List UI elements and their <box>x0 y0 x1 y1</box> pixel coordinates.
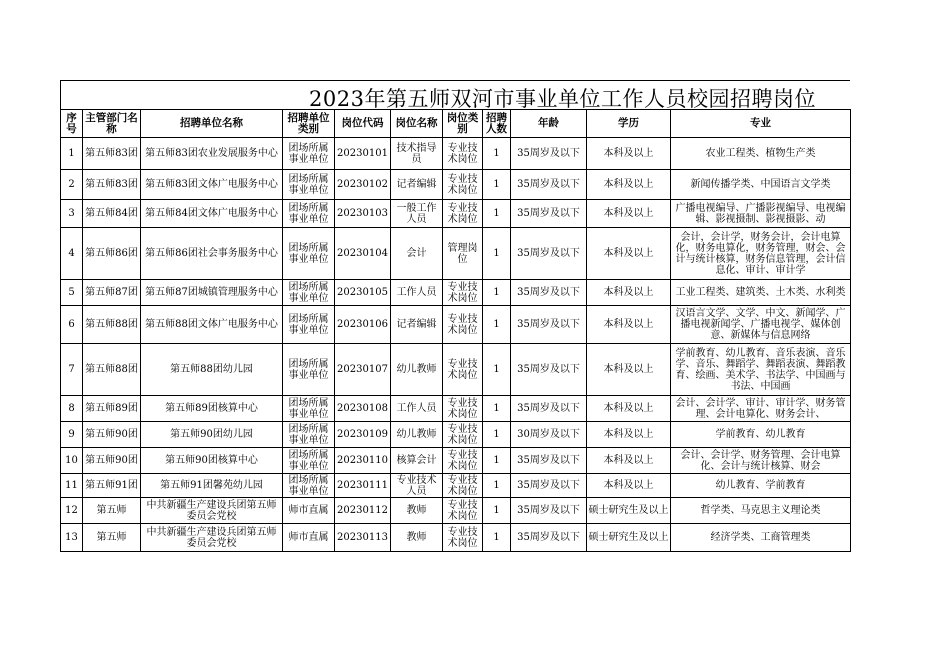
table-row <box>61 170 851 200</box>
cell-major[interactable]: 广播电视编导、广播影视编导、电视编辑、影视摄制、影视摄影、动 <box>671 200 851 228</box>
cell-dept[interactable]: 第五师84团 <box>83 200 141 228</box>
cell-dept[interactable]: 第五师 <box>83 498 141 524</box>
header-position[interactable]: 岗位名称 <box>391 110 443 138</box>
cell-code[interactable]: 20230111 <box>335 474 391 498</box>
cell-seq[interactable]: 6 <box>61 306 83 344</box>
header-row <box>61 110 851 138</box>
table-row <box>61 200 851 228</box>
cell-count[interactable]: 1 <box>483 396 511 422</box>
cell-age[interactable]: 35周岁及以下 <box>511 138 587 170</box>
table-row <box>61 138 851 170</box>
cell-code[interactable]: 20230108 <box>335 396 391 422</box>
cell-edu[interactable]: 本科及以上 <box>587 422 671 448</box>
cell-position[interactable]: 工作人员 <box>391 396 443 422</box>
table-row <box>61 498 851 524</box>
cell-edu[interactable]: 本科及以上 <box>587 170 671 200</box>
cell-age[interactable]: 35周岁及以下 <box>511 498 587 524</box>
cell-dept[interactable]: 第五师91团 <box>83 474 141 498</box>
cell-code[interactable]: 20230110 <box>335 448 391 474</box>
cell-major[interactable]: 会计，会计学，财务会计，会计电算化，财务电算化，财务管理，财会、会计与统计核算，财务信息管理，会计信息化、审计、审计学 <box>671 228 851 280</box>
cell-major[interactable]: 会计、会计学、审计、审计学、财务管理、会计电算化、财务会计、 <box>671 396 851 422</box>
cell-edu[interactable]: 硕士研究生及以上 <box>587 524 671 552</box>
cell-code[interactable]: 20230107 <box>335 344 391 396</box>
cell-position[interactable]: 教师 <box>391 498 443 524</box>
cell-seq[interactable]: 5 <box>61 280 83 306</box>
table-row <box>61 228 851 280</box>
cell-pos-type[interactable]: 专业技术岗位 <box>443 498 483 524</box>
cell-code[interactable]: 20230109 <box>335 422 391 448</box>
cell-major[interactable]: 学前教育、幼儿教育、音乐表演、音乐学、音乐、舞蹈学、舞蹈表演、舞蹈教育、绘画、美术学、书法学、中国画与书法、中国画 <box>671 344 851 396</box>
header-major[interactable]: 专业 <box>671 110 851 138</box>
cell-edu[interactable]: 本科及以上 <box>587 474 671 498</box>
cell-seq[interactable]: 11 <box>61 474 83 498</box>
cell-pos-type[interactable]: 专业技术岗位 <box>443 344 483 396</box>
cell-major[interactable]: 新闻传播学类、中国语言文学类 <box>671 170 851 200</box>
cell-position[interactable]: 专业技术人员 <box>391 474 443 498</box>
cell-pos-type[interactable]: 专业技术岗位 <box>443 170 483 200</box>
cell-unit[interactable]: 第五师83团文体广电服务中心 <box>141 170 283 200</box>
cell-age[interactable]: 35周岁及以下 <box>511 474 587 498</box>
cell-position[interactable]: 幼儿教师 <box>391 344 443 396</box>
cell-count[interactable]: 1 <box>483 474 511 498</box>
cell-unit-type[interactable]: 团场所属事业单位 <box>283 138 335 170</box>
cell-unit-type[interactable]: 团场所属事业单位 <box>283 228 335 280</box>
cell-age[interactable]: 35周岁及以下 <box>511 448 587 474</box>
cell-unit-type[interactable]: 师市直属 <box>283 498 335 524</box>
cell-position[interactable]: 记者编辑 <box>391 306 443 344</box>
cell-dept[interactable]: 第五师88团 <box>83 306 141 344</box>
cell-unit[interactable]: 第五师88团幼儿园 <box>141 344 283 396</box>
cell-pos-type[interactable]: 专业技术岗位 <box>443 474 483 498</box>
cell-seq[interactable]: 13 <box>61 524 83 552</box>
cell-major[interactable]: 汉语言文学、文学、中文、新闻学、广播电视新闻学、广播电视学、媒体创意、新媒体与信息网络 <box>671 306 851 344</box>
cell-code[interactable]: 20230113 <box>335 524 391 552</box>
cell-edu[interactable]: 本科及以上 <box>587 228 671 280</box>
cell-unit-type[interactable]: 团场所属事业单位 <box>283 448 335 474</box>
cell-seq[interactable]: 9 <box>61 422 83 448</box>
cell-unit[interactable]: 第五师86团社会事务服务中心 <box>141 228 283 280</box>
cell-position[interactable]: 记者编辑 <box>391 170 443 200</box>
cell-unit[interactable]: 第五师83团农业发展服务中心 <box>141 138 283 170</box>
cell-seq[interactable]: 3 <box>61 200 83 228</box>
cell-unit-type[interactable]: 团场所属事业单位 <box>283 474 335 498</box>
cell-count[interactable]: 1 <box>483 448 511 474</box>
cell-major[interactable]: 学前教育、幼儿教育 <box>671 422 851 448</box>
cell-major[interactable]: 会计、会计学、财务管理、会计电算化、会计与统计核算、财会 <box>671 448 851 474</box>
cell-count[interactable]: 1 <box>483 138 511 170</box>
cell-edu[interactable]: 硕士研究生及以上 <box>587 498 671 524</box>
cell-seq[interactable]: 8 <box>61 396 83 422</box>
cell-unit-type[interactable]: 团场所属事业单位 <box>283 344 335 396</box>
cell-pos-type[interactable]: 管理岗位 <box>443 228 483 280</box>
cell-dept[interactable]: 第五师83团 <box>83 170 141 200</box>
cell-code[interactable]: 20230104 <box>335 228 391 280</box>
cell-seq[interactable]: 12 <box>61 498 83 524</box>
cell-edu[interactable]: 本科及以上 <box>587 200 671 228</box>
cell-unit-type[interactable]: 团场所属事业单位 <box>283 200 335 228</box>
header-unit-type[interactable]: 招聘单位类别 <box>283 110 335 138</box>
cell-count[interactable]: 1 <box>483 498 511 524</box>
cell-unit[interactable]: 中共新疆生产建设兵团第五师委员会党校 <box>141 524 283 552</box>
cell-dept[interactable]: 第五师88团 <box>83 344 141 396</box>
cell-position[interactable]: 会计 <box>391 228 443 280</box>
table-row <box>61 422 851 448</box>
cell-unit[interactable]: 第五师90团幼儿园 <box>141 422 283 448</box>
cell-pos-type[interactable]: 专业技术岗位 <box>443 200 483 228</box>
cell-position[interactable]: 一般工作人员 <box>391 200 443 228</box>
cell-seq[interactable]: 4 <box>61 228 83 280</box>
cell-count[interactable]: 1 <box>483 344 511 396</box>
cell-edu[interactable]: 本科及以上 <box>587 396 671 422</box>
cell-seq[interactable]: 7 <box>61 344 83 396</box>
table-row <box>61 396 851 422</box>
cell-code[interactable]: 20230112 <box>335 498 391 524</box>
cell-age[interactable]: 35周岁及以下 <box>511 306 587 344</box>
table-row <box>61 524 851 552</box>
cell-code[interactable]: 20230101 <box>335 138 391 170</box>
cell-age[interactable]: 35周岁及以下 <box>511 524 587 552</box>
cell-dept[interactable]: 第五师83团 <box>83 138 141 170</box>
cell-count[interactable]: 1 <box>483 422 511 448</box>
cell-unit[interactable]: 第五师90团核算中心 <box>141 448 283 474</box>
cell-pos-type[interactable]: 专业技术岗位 <box>443 448 483 474</box>
table-row <box>61 280 851 306</box>
cell-unit-type[interactable]: 团场所属事业单位 <box>283 306 335 344</box>
cell-unit-type[interactable]: 团场所属事业单位 <box>283 396 335 422</box>
cell-unit-type[interactable]: 师市直属 <box>283 524 335 552</box>
header-age[interactable]: 年龄 <box>511 110 587 138</box>
cell-position[interactable]: 教师 <box>391 524 443 552</box>
cell-major[interactable]: 哲学类、马克思主义理论类 <box>671 498 851 524</box>
cell-edu[interactable]: 本科及以上 <box>587 280 671 306</box>
cell-pos-type[interactable]: 专业技术岗位 <box>443 306 483 344</box>
recruitment-sheet <box>60 80 850 552</box>
cell-count[interactable]: 1 <box>483 200 511 228</box>
cell-unit[interactable]: 中共新疆生产建设兵团第五师委员会党校 <box>141 498 283 524</box>
cell-unit-type[interactable]: 团场所属事业单位 <box>283 280 335 306</box>
cell-code[interactable]: 20230105 <box>335 280 391 306</box>
cell-edu[interactable]: 本科及以上 <box>587 448 671 474</box>
table-row <box>61 474 851 498</box>
cell-dept[interactable]: 第五师86团 <box>83 228 141 280</box>
cell-code[interactable]: 20230106 <box>335 306 391 344</box>
sheet-title: 2023年第五师双河市事业单位工作人员校园招聘岗位 <box>309 87 816 109</box>
table-row <box>61 448 851 474</box>
cell-position[interactable]: 工作人员 <box>391 280 443 306</box>
header-unit[interactable]: 招聘单位名称 <box>141 110 283 138</box>
cell-count[interactable]: 1 <box>483 228 511 280</box>
cell-dept[interactable]: 第五师 <box>83 524 141 552</box>
cell-count[interactable]: 1 <box>483 280 511 306</box>
header-seq[interactable]: 序号 <box>61 110 83 138</box>
header-code[interactable]: 岗位代码 <box>335 110 391 138</box>
cell-pos-type[interactable]: 专业技术岗位 <box>443 138 483 170</box>
cell-count[interactable]: 1 <box>483 306 511 344</box>
cell-code[interactable]: 20230102 <box>335 170 391 200</box>
cell-major[interactable]: 幼儿教育、学前教育 <box>671 474 851 498</box>
cell-seq[interactable]: 1 <box>61 138 83 170</box>
cell-position[interactable]: 幼儿教师 <box>391 422 443 448</box>
cell-unit[interactable]: 第五师91团馨苑幼儿园 <box>141 474 283 498</box>
cell-position[interactable]: 核算会计 <box>391 448 443 474</box>
cell-dept[interactable]: 第五师90团 <box>83 448 141 474</box>
cell-unit[interactable]: 第五师87团城镇管理服务中心 <box>141 280 283 306</box>
cell-unit-type[interactable]: 团场所属事业单位 <box>283 170 335 200</box>
header-count[interactable]: 招聘人数 <box>483 110 511 138</box>
cell-major[interactable]: 农业工程类、植物生产类 <box>671 138 851 170</box>
cell-pos-type[interactable]: 专业技术岗位 <box>443 280 483 306</box>
cell-pos-type[interactable]: 专业技术岗位 <box>443 524 483 552</box>
sheet-title-cell[interactable] <box>60 80 850 109</box>
recruitment-table <box>60 109 851 552</box>
cell-age[interactable]: 35周岁及以下 <box>511 170 587 200</box>
cell-edu[interactable]: 本科及以上 <box>587 138 671 170</box>
cell-position[interactable]: 技术指导员 <box>391 138 443 170</box>
cell-dept[interactable]: 第五师89团 <box>83 396 141 422</box>
cell-pos-type[interactable]: 专业技术岗位 <box>443 422 483 448</box>
cell-code[interactable]: 20230103 <box>335 200 391 228</box>
table-body <box>61 138 851 552</box>
cell-pos-type[interactable]: 专业技术岗位 <box>443 396 483 422</box>
cell-unit[interactable]: 第五师89团核算中心 <box>141 396 283 422</box>
cell-edu[interactable]: 本科及以上 <box>587 344 671 396</box>
cell-age[interactable]: 35周岁及以下 <box>511 200 587 228</box>
cell-seq[interactable]: 10 <box>61 448 83 474</box>
table-row <box>61 306 851 344</box>
cell-major[interactable]: 经济学类、工商管理类 <box>671 524 851 552</box>
cell-seq[interactable]: 2 <box>61 170 83 200</box>
cell-dept[interactable]: 第五师87团 <box>83 280 141 306</box>
cell-age[interactable]: 30周岁及以下 <box>511 422 587 448</box>
cell-unit[interactable]: 第五师84团文体广电服务中心 <box>141 200 283 228</box>
cell-age[interactable]: 35周岁及以下 <box>511 228 587 280</box>
table-row <box>61 344 851 396</box>
header-edu[interactable]: 学历 <box>587 110 671 138</box>
cell-major[interactable]: 工业工程类、建筑类、土木类、水利类 <box>671 280 851 306</box>
cell-age[interactable]: 35周岁及以下 <box>511 280 587 306</box>
cell-age[interactable]: 35周岁及以下 <box>511 396 587 422</box>
cell-unit-type[interactable]: 团场所属事业单位 <box>283 422 335 448</box>
cell-count[interactable]: 1 <box>483 170 511 200</box>
header-pos-type[interactable]: 岗位类别 <box>443 110 483 138</box>
cell-age[interactable]: 35周岁及以下 <box>511 344 587 396</box>
cell-count[interactable]: 1 <box>483 524 511 552</box>
header-dept[interactable]: 主管部门名称 <box>83 110 141 138</box>
cell-unit[interactable]: 第五师88团文体广电服务中心 <box>141 306 283 344</box>
cell-dept[interactable]: 第五师90团 <box>83 422 141 448</box>
cell-edu[interactable]: 本科及以上 <box>587 306 671 344</box>
